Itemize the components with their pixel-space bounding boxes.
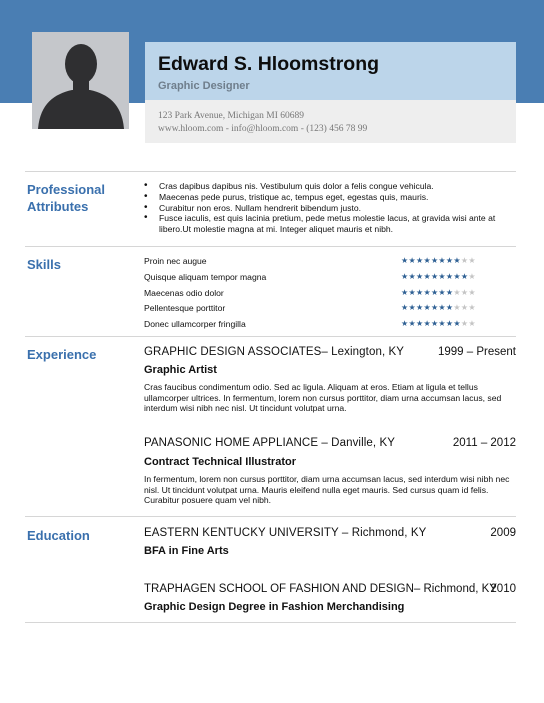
star-empty-icon: ★ [468,288,476,297]
star-filled-icon: ★ [408,272,416,281]
star-filled-icon: ★ [438,303,446,312]
person-silhouette-icon [32,32,129,129]
skill-rating-stars [401,319,476,328]
star-filled-icon: ★ [415,288,424,297]
star-filled-icon: ★ [401,272,409,281]
skill-rating-stars [401,272,476,281]
section-divider [25,622,516,623]
star-filled-icon: ★ [438,256,446,265]
list-item: • Cras dapibus dapibus nis. Vestibulum quis dolor a felis congue vehicula. [144,181,516,192]
star-filled-icon: ★ [460,272,469,281]
employer: GRAPHIC DESIGN ASSOCIATES– Lexington, KY [144,346,405,358]
star-filled-icon: ★ [430,319,439,328]
star-filled-icon: ★ [430,288,439,297]
star-filled-icon: ★ [445,256,454,265]
job-dates: 1999 – Present [437,346,516,358]
job-dates: 2011 – 2012 [452,437,516,449]
school: TRAPHAGEN SCHOOL OF FASHION AND DESIGN– Richmond, KY [144,583,497,595]
skill-name: Donec ullamcorper fringilla [144,319,246,329]
contact-box [145,100,516,143]
star-empty-icon: ★ [468,303,476,312]
star-filled-icon: ★ [408,303,416,312]
job-role: Contract Technical Illustrator [144,456,296,468]
star-filled-icon: ★ [415,272,424,281]
star-empty-icon: ★ [460,303,469,312]
skill-name: Maecenas odio dolor [144,288,224,298]
section-divider [25,336,516,337]
star-empty-icon: ★ [468,256,476,265]
star-filled-icon: ★ [438,288,446,297]
star-filled-icon: ★ [430,272,439,281]
star-filled-icon: ★ [453,256,461,265]
section-divider [25,516,516,517]
star-empty-icon: ★ [460,319,469,328]
star-filled-icon: ★ [401,303,409,312]
section-divider [25,246,516,247]
star-empty-icon: ★ [453,288,461,297]
education-year: 2010 [490,583,516,595]
star-filled-icon: ★ [423,303,431,312]
star-filled-icon: ★ [401,288,409,297]
star-filled-icon: ★ [423,319,431,328]
skill-name: Proin nec augue [144,256,207,266]
star-filled-icon: ★ [430,303,439,312]
star-empty-icon: ★ [468,272,476,281]
section-title-attributes [27,181,105,215]
job-role: Graphic Artist [144,364,217,376]
address: 123 Park Avenue, Michigan MI 60689 [158,111,304,121]
star-filled-icon: ★ [423,272,431,281]
star-filled-icon: ★ [445,319,454,328]
star-filled-icon: ★ [445,272,454,281]
job-title: Graphic Designer [158,80,250,92]
star-filled-icon: ★ [408,256,416,265]
section-title-line: Attributes [27,199,89,214]
section-title-education: Education [27,528,90,543]
section-divider [25,171,516,172]
employer: PANASONIC HOME APPLIANCE – Danville, KY [144,437,396,449]
section-title-experience: Experience [27,347,97,362]
contact-line: www.hloom.com - info@hloom.com - (123) 456 78 99 [158,124,368,134]
star-filled-icon: ★ [445,288,454,297]
star-empty-icon: ★ [453,303,461,312]
profile-photo [32,32,129,129]
job-description: In fermentum, lorem non cursus porttitor, diam urna accumsan lacus, sed interdum wisi nibh nec nisl. Ut tincidunt volutpat urna. Mauris eleifend nulla eget mauris. Sed cursus quam id felis. Curabitur posuere quam vel nibh. [144,474,510,506]
star-filled-icon: ★ [438,319,446,328]
star-filled-icon: ★ [423,256,431,265]
star-filled-icon: ★ [445,303,454,312]
skill-name: Quisque aliquam tempor magna [144,272,267,282]
education-year: 2009 [490,527,516,539]
skill-rating-stars [401,256,476,265]
section-title-skills: Skills [27,257,61,272]
attributes-list [144,181,516,235]
star-filled-icon: ★ [408,319,416,328]
star-filled-icon: ★ [415,319,424,328]
star-filled-icon: ★ [401,256,409,265]
star-filled-icon: ★ [453,272,461,281]
star-filled-icon: ★ [415,303,424,312]
skill-rating-stars [401,303,476,312]
degree: BFA in Fine Arts [144,545,229,557]
list-item: • Curabitur non eros. Nullam hendrerit bibendum justo. [144,203,516,214]
section-title-line: Professional [27,182,106,197]
skill-name: Pellentesque porttitor [144,303,226,313]
list-item: • Maecenas pede purus, tristique ac, tempus eget, egestas quis, mauris. [144,192,516,203]
star-empty-icon: ★ [460,288,469,297]
star-filled-icon: ★ [430,256,439,265]
star-filled-icon: ★ [453,319,461,328]
skill-rating-stars [401,288,476,297]
candidate-name: Edward S. Hloomstrong [158,53,380,75]
school: EASTERN KENTUCKY UNIVERSITY – Richmond, KY [144,527,427,539]
star-empty-icon: ★ [468,319,476,328]
star-filled-icon: ★ [401,319,409,328]
job-description: Cras faucibus condimentum odio. Sed ac ligula. Aliquam at eros. Etiam at ligula et tellus ullamcorper ultrices. In fermentum, lorem non cursus porttitor, diam urna accumsan lacus, sed interdum wisi nibh nec nisl. Ut tincidunt volutpat urna. [144,382,502,414]
list-item: • Fusce iaculis, est quis lacinia pretium, pede metus molestie lacus, at gravida wisi ante at libero.Ut molestie magna at mi. Integer aliquet mauris et nibh. [144,213,516,235]
star-filled-icon: ★ [408,288,416,297]
star-empty-icon: ★ [460,256,469,265]
star-filled-icon: ★ [423,288,431,297]
degree: Graphic Design Degree in Fashion Merchandising [144,601,405,613]
name-box [145,42,516,100]
star-filled-icon: ★ [438,272,446,281]
star-filled-icon: ★ [415,256,424,265]
